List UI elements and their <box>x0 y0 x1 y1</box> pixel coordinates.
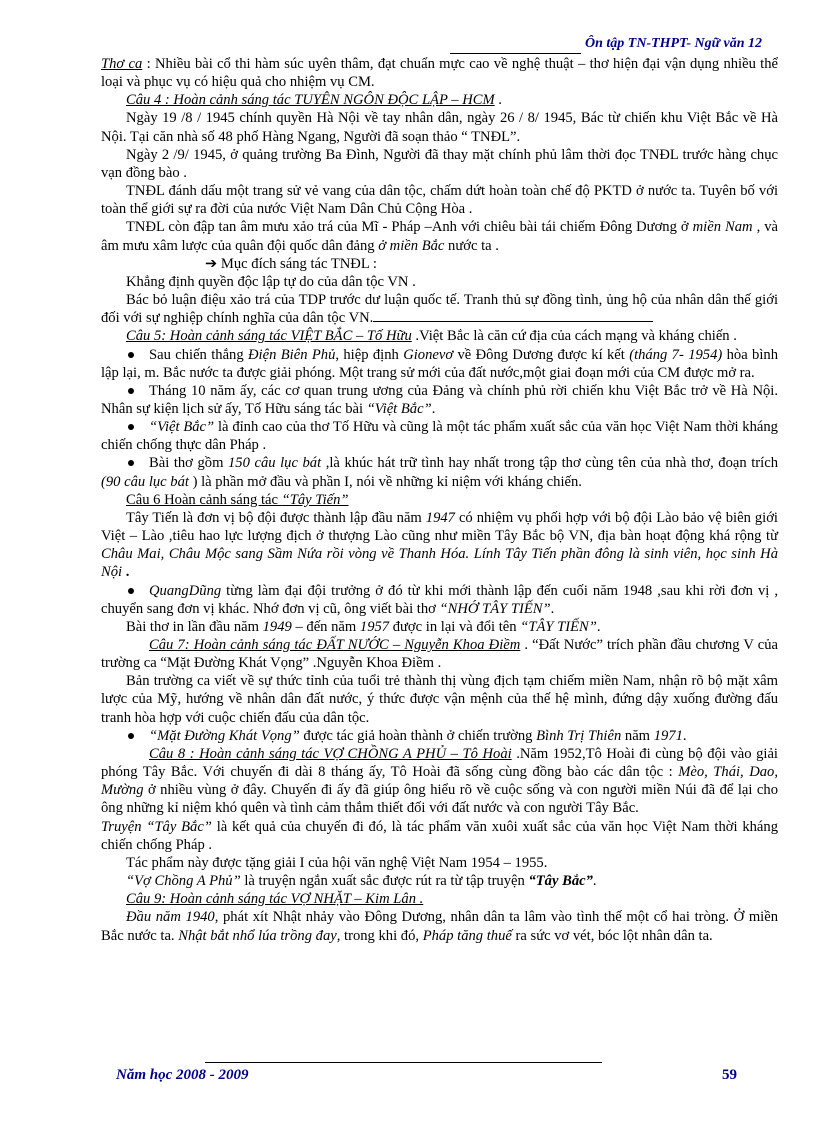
q8-paragraph: Truyện “Tây Bắc” là kết quả của chuyến đi đó, là tác phẩm văn xuôi xuất sắc của văn học Việt Nam thời kháng chiến chống Pháp . <box>101 818 778 853</box>
q4-paragraph: Khẳng định quyền độc lập tự do của dân tộc VN . <box>126 273 416 290</box>
footer-rule <box>205 1062 602 1063</box>
q5-bullet: Tháng 10 năm ấy, các cơ quan trung ương của Đảng và chính phủ rời chiến khu Việt Bắc trở về Hà Nội. Nhân sự kiện lịch sử ấy, Tố Hữu sáng tác bài “Việt Bắc”. <box>101 382 778 417</box>
page-number: 59 <box>722 1067 737 1083</box>
bullet-icon <box>128 352 134 358</box>
q7-heading: Câu 7: Hoàn cảnh sáng tác ĐẤT NƯỚC – Nguyễn Khoa Điềm . “Đất Nước” trích phần đầu chương V của trường ca “Mặt Đường Khát Vọng” .Nguyễn Khoa Điềm . <box>101 637 778 672</box>
bullet-icon <box>128 588 134 594</box>
q4-paragraph: Ngày 19 /8 / 1945 chính quyền Hà Nội về tay nhân dân, ngày 26 / 8/ 1945, Bác từ chiến khu Việt Bắc về Hà Nội. Tại căn nhà số 48 phố Hàng Ngang, Người đã soạn thảo “ TNĐL”. <box>101 110 778 145</box>
bullet-icon <box>128 388 134 394</box>
q9-paragraph: Đầu năm 1940, phát xít Nhật nhảy vào Đông Dương, nhân dân ta lâm vào tình thế một cổ hai tròng. Ở miền Bắc nước ta. Nhật bắt nhổ lúa trồng đay, trong khi đó, Pháp tăng thuế ra sức vơ vét, bóc lột nhân dân ta. <box>101 909 778 944</box>
q6-bullet: QuangDũng từng làm đại đội trưởng ở đó từ khi mới thành lập đến cuối năm 1948 ,sau khi rời đơn vị , chuyển sang đơn vị khác. Nhớ đơn vị cũ, ông viết bài thơ “NHỚ TÂY TIẾN”. <box>101 582 778 617</box>
bullet-icon <box>128 424 134 430</box>
q6-heading: Câu 6 Hoàn cảnh sáng tác “Tây Tiến” <box>126 491 349 508</box>
q7-bullet: “Mặt Đường Khát Vọng” được tác giả hoàn thành ở chiến trường Bình Trị Thiên năm 1971. <box>101 727 778 745</box>
q7-paragraph: Bản trường ca viết về sự thức tỉnh của tuổi trẻ thành thị vùng địch tạm chiếm miền Nam, nhận rõ bộ mặt xâm lược của Mỹ, hướng về nhân dân đất nước, ý thức được vận mệnh của thế hệ mình, đứng dậy xuống đường đấu tranh hòa hợp với cuộc chiến đấu của dân tộc. <box>101 673 778 726</box>
q8-heading: Câu 8 : Hoàn cảnh sáng tác VỢ CHỒNG A PHỦ – Tô Hoài .Năm 1952,Tô Hoài đi cùng bộ đội vào giải phóng Tây Bắc. Với chuyến đi dài 8 tháng ấy, Tô Hoài đã sống cùng đồng bào các dân tộc : Mèo, Thái, Dao, Mường ở nhiều vùng ở đây. Chuyến đi ấy đã giúp ông hiểu rõ về cuộc sống và con người miền Núi đã để lại cho ông những kỉ niệm khó quên và tình cảm thắm thiết đối với đất nước và con người Tây Bắc. <box>101 745 778 817</box>
q4-paragraph: Ngày 2 /9/ 1945, ở quảng trường Ba Đình, Người đã thay mặt chính phủ lâm thời đọc TNĐL trước hàng chục vạn đồng bào . <box>101 146 778 181</box>
q8-paragraph: “Vợ Chồng A Phủ” là truyện ngắn xuất sắc được rút ra từ tập truyện “Tây Bắc”. <box>126 873 597 890</box>
q4-paragraph: TNĐL đánh dấu một trang sử vẻ vang của dân tộc, chấm dứt hoàn toàn chế độ PKTD ở nước ta. Tuyên bố với toàn thể giới sự ra đời của nước Việt Nam Dân Chủ Cộng Hòa . <box>101 183 778 218</box>
q5-bullet: Bài thơ gồm 150 câu lục bát ,là khúc hát trữ tình hay nhất trong tập thơ cùng tên của nhà thơ, đoạn trích (90 câu lục bát ) là phần mở đầu và phần I, nói về những kỉ niệm với kháng chiến. <box>101 455 778 490</box>
bullet-icon <box>128 460 134 466</box>
school-year: Năm học 2008 - 2009 <box>116 1067 249 1083</box>
q6-paragraph: Bài thơ in lần đầu năm 1949 – đến năm 1957 được in lại và đổi tên “TÂY TIẾN”. <box>126 618 601 635</box>
running-header: Ôn tập TN-THPT- Ngữ văn 12 <box>585 36 763 51</box>
header-rule <box>450 53 581 54</box>
q5-bullet: Sau chiến thắng Điện Biên Phủ, hiệp định Gionevơ về Đông Dương được kí kết (tháng 7- 1954) hòa bình lập lại, m. Bắc nước ta được giải phóng. Một trang sử mới của đất nước,một giai đoạn mới của CM được mở ra. <box>101 346 778 381</box>
q5-heading: Câu 5: Hoàn cảnh sáng tác VIỆT BẮC – Tố Hữu .Việt Bắc là căn cứ địa của cách mạng và kháng chiến . <box>126 328 737 345</box>
q8-paragraph: Tác phẩm này được tặng giải I của hội văn nghệ Việt Nam 1954 – 1955. <box>126 854 548 871</box>
paragraph-poetry <box>101 55 778 91</box>
q4-purpose-heading: ➔ Mục đích sáng tác TNĐL : <box>205 255 377 272</box>
q4-paragraph: Bác bỏ luận điệu xảo trá của TDP trước dư luận quốc tế. Tranh thủ sự đồng tình, ủng hộ của nhân dân thế giới đối với sự nghiệp chính nghĩa của dân tộc VN. <box>101 292 778 327</box>
q9-heading: Câu 9: Hoàn cảnh sáng tác VỢ NHẶT – Kim Lân . <box>126 891 424 908</box>
bullet-icon <box>128 733 134 739</box>
poetry-text: : Nhiều bài cổ thi hàm súc uyên thâm, đạt chuẩn mực cao về nghệ thuật – thơ hiện đại vận dụng nhiều thể loại và phục vụ có hiệu quả cho nhiệm vụ CM. <box>101 56 779 91</box>
q6-paragraph: Tây Tiến là đơn vị bộ đội được thành lập đầu năm 1947 có nhiệm vụ phối hợp với bộ đội Lào bảo vệ biên giới Việt – Lào ,tiêu hao lực lượng địch ở thượng Lào cũng như miền Tây Bắc bộ VN, địa bàn hoạt động khá rộng từ Châu Mai, Châu Mộc sang Sầm Nứa rồi vòng về Thanh Hóa. Lính Tây Tiến phần đông là sinh viên, học sinh Hà Nội . <box>101 509 778 581</box>
poetry-label: Thơ ca <box>101 56 143 72</box>
q4-paragraph: TNĐL còn đập tan âm mưu xảo trá của Mĩ - Pháp –Anh với chiêu bài tái chiếm Đông Dương ở miền Nam , và âm mưu xâm lược của quân đội quốc dân đảng ở miền Bắc nước ta . <box>101 219 779 254</box>
section-rule <box>373 320 653 322</box>
q4-heading: Câu 4 : Hoàn cảnh sáng tác TUYÊN NGÔN ĐỘC LẬP – HCM . <box>126 92 502 109</box>
q5-bullet: “Việt Bắc” là đỉnh cao của thơ Tố Hữu và cũng là một tác phẩm xuất sắc của văn học Việt Nam thời kháng chiến chống thực dân Pháp . <box>101 419 778 454</box>
document-body <box>101 55 778 945</box>
